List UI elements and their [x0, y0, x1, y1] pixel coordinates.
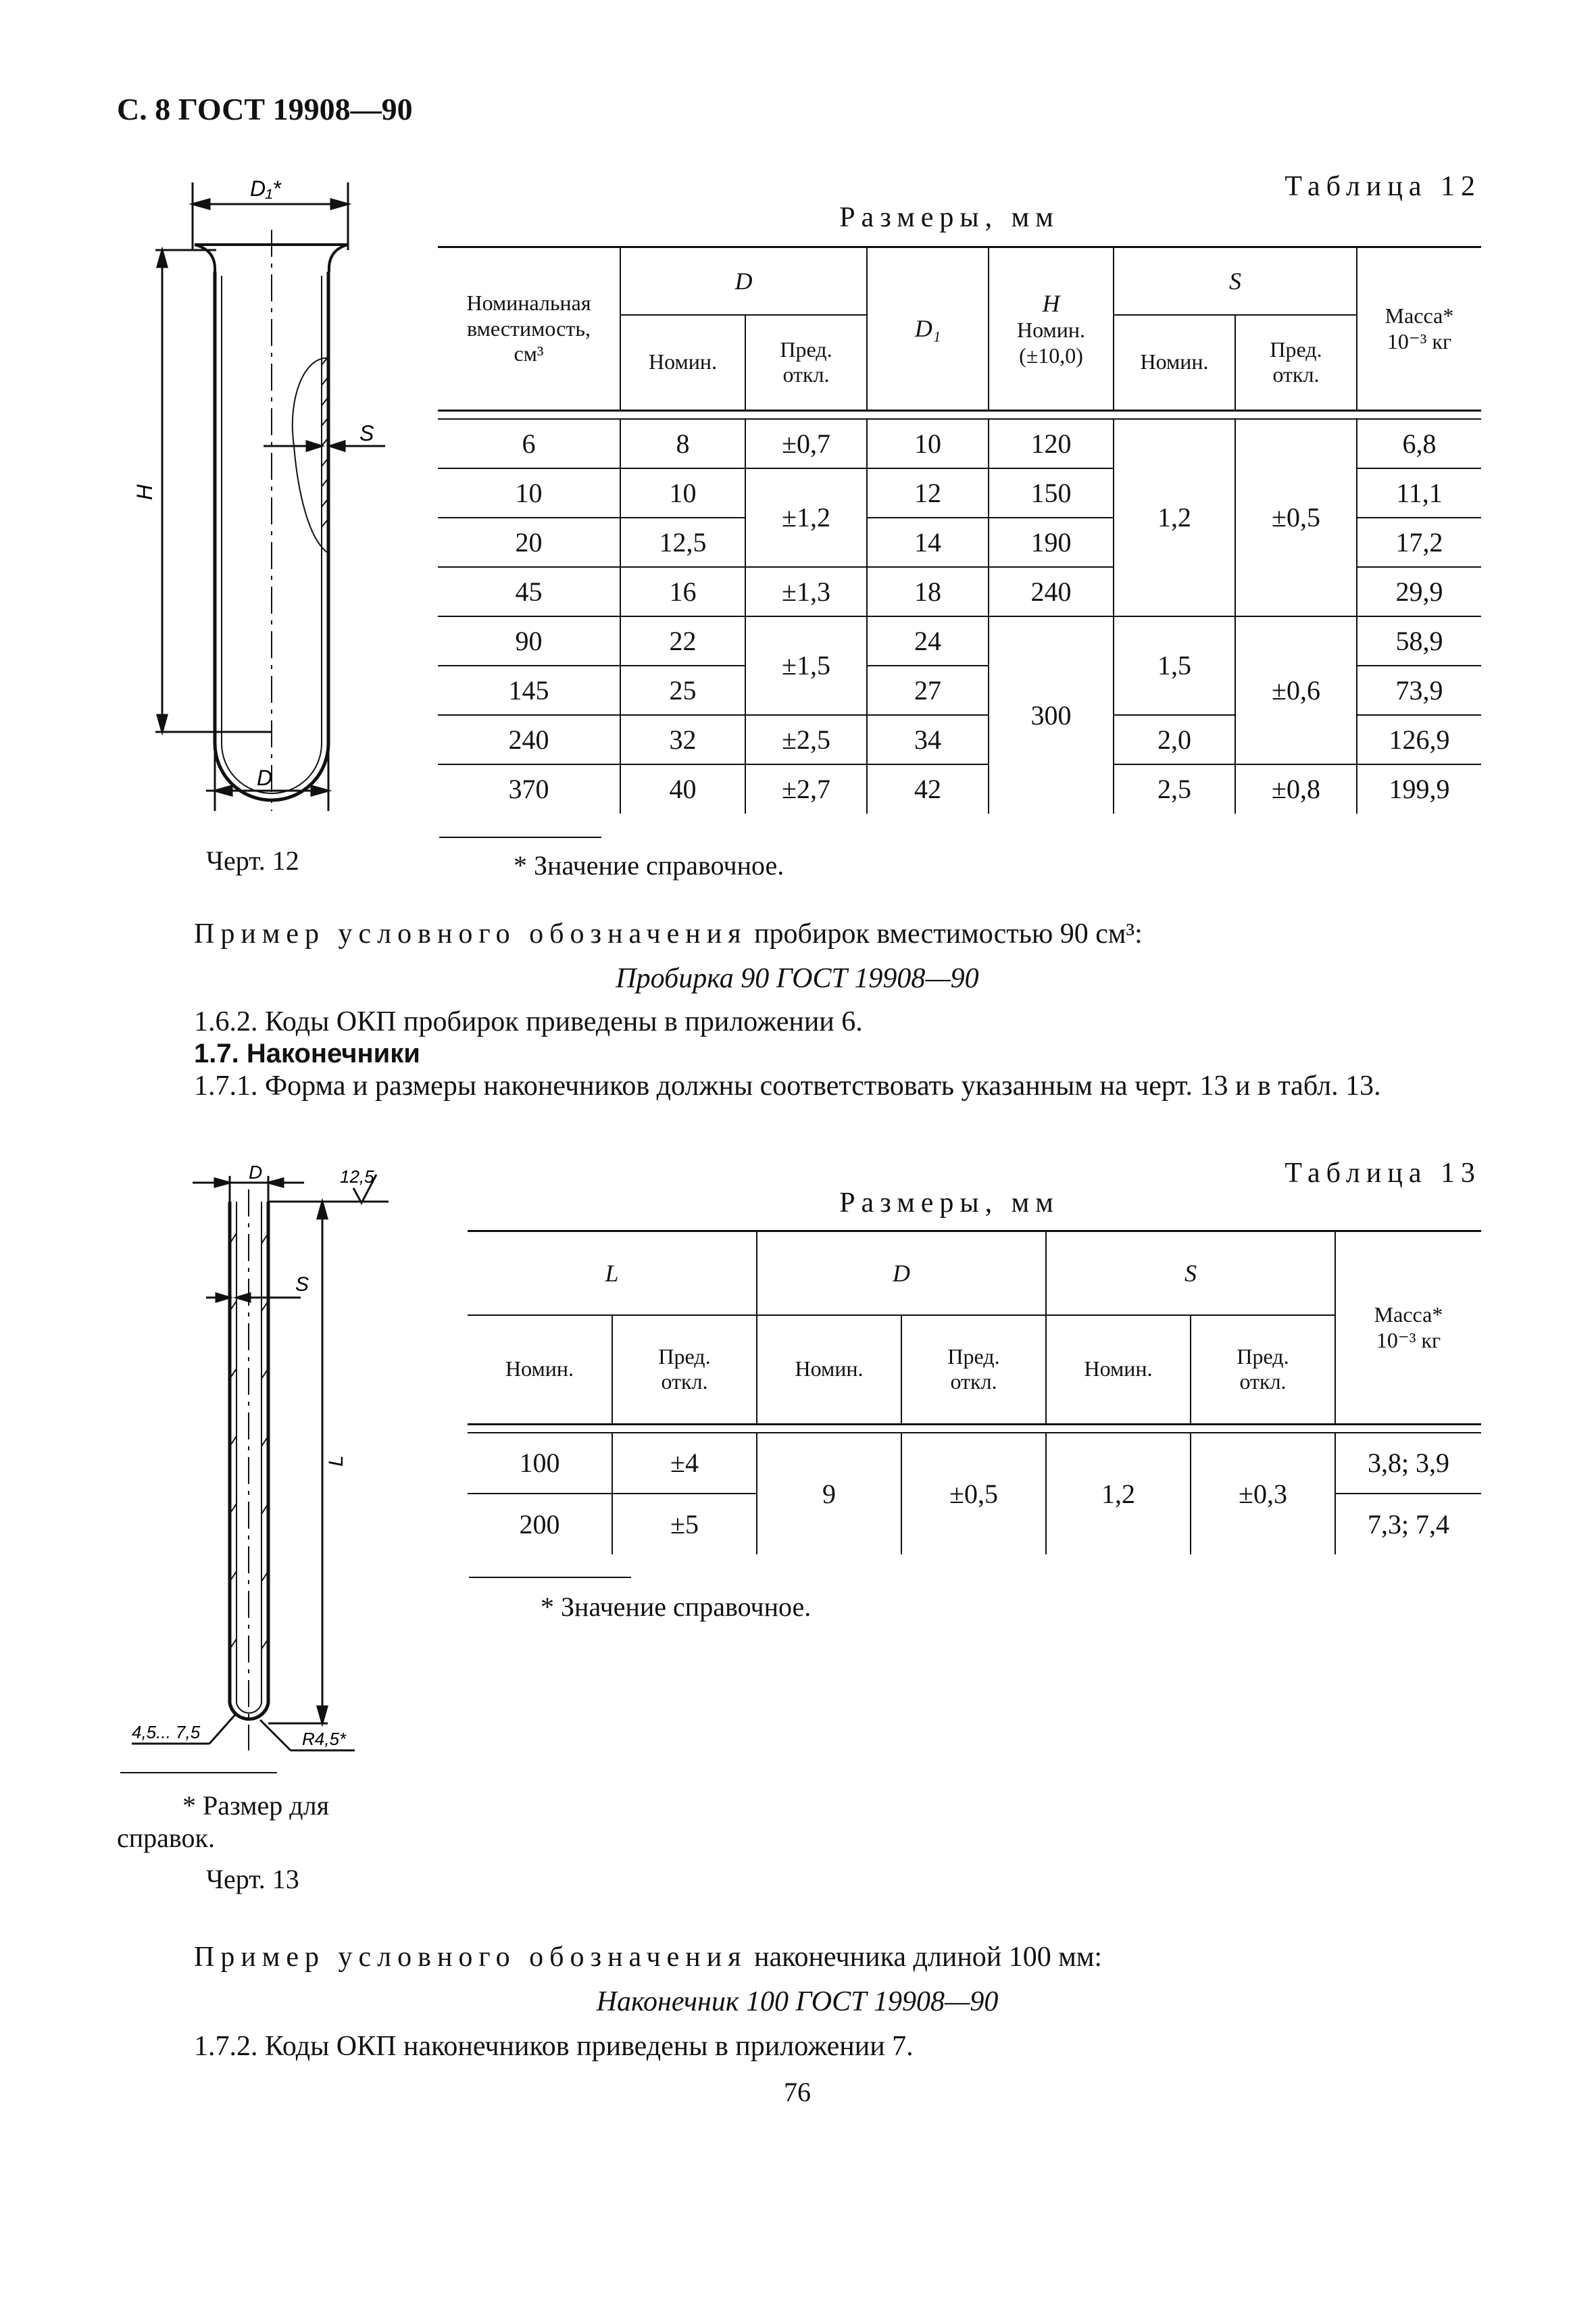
hdr-d-dev: Пред. откл.	[745, 315, 867, 411]
example-2-text: Пример условного обозначения наконечника длиной 100 мм:	[194, 1942, 1103, 1973]
table-12-label: Таблица 12	[1285, 171, 1481, 202]
table-13-label: Таблица 13	[1285, 1158, 1481, 1189]
table-row: 6 8 ±0,7 10 120 1,2 ±0,5 6,8	[438, 419, 1481, 468]
table-13-footnote-rule	[469, 1577, 631, 1578]
table-row: 90 22 ±1,5 24 300 1,5 ±0,6 58,9	[438, 616, 1481, 666]
table-13-footnote: * Значение справочное.	[541, 1592, 812, 1622]
page-header: С. 8 ГОСТ 19908—90	[117, 92, 413, 126]
hdr-capacity: Номинальная вместимость, см³	[438, 247, 620, 411]
page-number: 76	[784, 2077, 811, 2107]
label-roughness: 12,5	[340, 1166, 374, 1187]
drawing-13-note: * Размер для	[182, 1790, 330, 1821]
table-row: 145 25 27 73,9	[438, 666, 1481, 715]
hdr-s: S	[1114, 247, 1357, 315]
table-13-units: Размеры, мм	[839, 1187, 1059, 1218]
drawing-13-tip	[125, 1162, 409, 1771]
label-d: D	[249, 1162, 263, 1183]
label-radius: R4,5*	[302, 1729, 347, 1749]
para-1-7-2: 1.7.2. Коды ОКП наконечников приведены в приложении 7.	[194, 2031, 914, 2062]
hdr-d: D	[757, 1231, 1046, 1315]
drawing-12-caption: Черт. 12	[206, 845, 299, 876]
label-l: L	[325, 1455, 347, 1467]
label-d1: D₁*	[250, 176, 281, 201]
table-row: 370 40 ±2,7 42 2,5 ±0,8 199,9	[438, 764, 1481, 814]
label-d: D	[257, 766, 273, 790]
hdr-d-nom: Номин.	[620, 315, 745, 411]
hdr-h: H Номин. (±10,0)	[989, 247, 1114, 411]
hdr-s: S	[1046, 1231, 1335, 1315]
para-1-7-1: 1.7.1. Форма и размеры наконечников должны соответствовать указанным на черт. 13 и в табл. 13.	[194, 1070, 1381, 1102]
para-1-6-2: 1.6.2. Коды ОКП пробирок приведены в приложении 6.	[194, 1006, 863, 1037]
table-row: 10 10 ±1,2 12 150 11,1	[438, 468, 1481, 518]
hdr-mass: Масса* 10⁻³ кг	[1357, 247, 1481, 411]
label-s: S	[295, 1273, 309, 1296]
table-row: 100 ±4 9 ±0,5 1,2 ±0,3 3,8; 3,9	[468, 1433, 1481, 1494]
table-row: 45 16 ±1,3 18 240 29,9	[438, 567, 1481, 616]
hdr-s-nom: Номин.	[1114, 315, 1235, 411]
section-1-7-title: 1.7. Наконечники	[194, 1039, 420, 1068]
table-row: 200 ±5 7,3; 7,4	[468, 1494, 1481, 1554]
example-2-designation: Наконечник 100 ГОСТ 19908—90	[596, 1986, 999, 2017]
example-1-designation: Пробирка 90 ГОСТ 19908—90	[616, 963, 979, 994]
table-12	[438, 246, 1481, 814]
hdr-l: L	[468, 1231, 757, 1315]
drawing-13-note-rule	[120, 1772, 277, 1773]
drawing-13-caption: Черт. 13	[206, 1864, 299, 1894]
table-12-footnote-rule	[439, 837, 601, 838]
table-row: 20 12,5 14 190 17,2	[438, 518, 1481, 567]
hdr-mass: Масса* 10⁻³ кг	[1335, 1231, 1481, 1425]
table-13: L D S Масса* 10⁻³ кг Номин. Пред. откл. Номин. Пред. откл. Номин. Пред. откл. 100 ±4 9 ±0,5 1,2 ±0,3 3,8; 3,9 200 ±5 7,3; 7,4	[468, 1230, 1481, 1554]
table-12-footnote: * Значение справочное.	[514, 850, 784, 881]
example-1-text: Пример условного обозначения пробирок вместимостью 90 см³:	[194, 918, 1143, 950]
hdr-s-dev: Пред. откл.	[1235, 315, 1357, 411]
hdr-d: D	[620, 247, 867, 315]
hdr-d1: D₁	[867, 247, 989, 411]
label-s: S	[359, 421, 374, 445]
drawing-13-note-cont: справок.	[117, 1823, 215, 1853]
label-h: H	[132, 484, 157, 500]
table-12-units: Размеры, мм	[839, 202, 1059, 233]
table-row: 240 32 ±2,5 34 2,0 126,9	[438, 715, 1481, 764]
label-range: 4,5... 7,5	[132, 1722, 201, 1742]
drawing-12-test-tube	[115, 162, 399, 818]
